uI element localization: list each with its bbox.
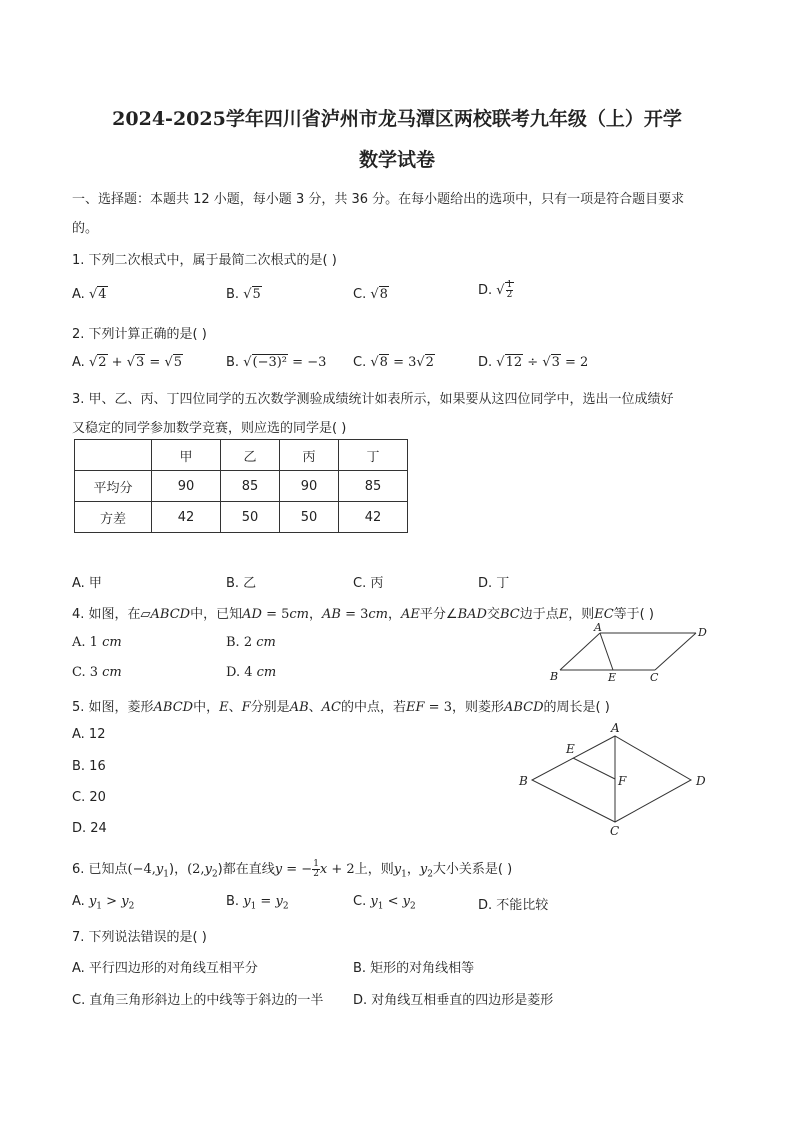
q7-option-b: B. 矩形的对角线相等 (353, 961, 475, 976)
table-cell: 42 (339, 502, 408, 533)
q3-stem-line1: 3. 甲、乙、丙、丁四位同学的五次数学测验成绩统计如表所示，如果要从这四位同学中，选出一位成绩好 (72, 392, 674, 407)
table-cell: 乙 (221, 440, 280, 471)
table-cell: 90 (280, 471, 339, 502)
q4-option-c: C. 3 cm (72, 665, 122, 680)
q1-option-b: B. √5 (226, 287, 261, 302)
table-cell: 甲 (152, 440, 221, 471)
label-b: B (519, 774, 528, 788)
q5-option-c: C. 20 (72, 790, 106, 805)
table-cell: 90 (152, 471, 221, 502)
q5-option-d: D. 24 (72, 821, 107, 836)
q3-score-table (74, 439, 408, 533)
q7-option-c: C. 直角三角形斜边上的中线等于斜边的一半 (72, 993, 324, 1008)
q6-option-a: A. $y_1 > y_2$ (72, 894, 135, 912)
q1-option-c: C. √8 (353, 287, 388, 302)
label-c: C (610, 824, 620, 838)
q4-option-b: B. 2 cm (226, 635, 276, 650)
q2-option-d: D. √12 ÷ √3 = 2 (478, 355, 589, 370)
segment-ef (573, 758, 615, 779)
q5-option-a: A. 12 (72, 727, 106, 742)
table-cell: 42 (152, 502, 221, 533)
q7-option-d: D. 对角线互相垂直的四边形是菱形 (353, 993, 554, 1008)
table-row (75, 471, 408, 502)
q3-option-d: D. 丁 (478, 576, 510, 591)
q1-option-d: D. √ $\frac{1}{2}$ (478, 280, 513, 300)
segment-dc (655, 633, 696, 670)
q3-stem-line2: 又稳定的同学参加数学竞赛，则应选的同学是( ) (72, 421, 347, 436)
table-cell: 平均分 (75, 471, 152, 502)
q1-option-a: A. √4 (72, 287, 107, 302)
label-e: E (566, 742, 575, 756)
q4-option-a: A. 1 cm (72, 635, 122, 650)
q3-option-a: A. 甲 (72, 576, 102, 591)
label-a: A (594, 621, 602, 634)
table-row (75, 502, 408, 533)
rhombus-abcd (532, 736, 691, 822)
label-b: B (550, 670, 559, 683)
label-e: E (608, 671, 617, 684)
q3-option-c: C. 丙 (353, 576, 384, 591)
label-a: A (611, 721, 620, 735)
q6-option-b: B. $y_1 = y_2$ (226, 894, 289, 912)
q5-option-b: B. 16 (72, 759, 106, 774)
q6-stem: 6. 已知点$(-4,y_1)$，$(2,y_2)$都在直线y = − $\frac{1}{2}$ x + 2上，则$y_1$，$y_2$大小关系是( ) (72, 859, 513, 880)
q6-option-c: C. $y_1 < y_2$ (353, 894, 416, 912)
table-cell: 丁 (339, 440, 408, 471)
q7-stem: 7. 下列说法错误的是( ) (72, 930, 207, 945)
q1-stem: 1. 下列二次根式中，属于最简二次根式的是( ) (72, 253, 337, 268)
table-cell: 50 (221, 502, 280, 533)
q7-option-a: A. 平行四边形的对角线互相平分 (72, 961, 258, 976)
page-title-line1: 2024-2025学年四川省泸州市龙马潭区两校联考九年级（上）开学 (112, 108, 682, 130)
table-cell: 丙 (280, 440, 339, 471)
label-f: F (618, 774, 627, 788)
table-cell: 50 (280, 502, 339, 533)
table-cell: 85 (339, 471, 408, 502)
label-c: C (650, 671, 659, 684)
q5-stem: 5. 如图，菱形ABCD中，E、F分别是AB、AC的中点，若EF = 3，则菱形ABCD的周长是( ) (72, 700, 610, 715)
q2-option-c: C. √8 = 3√2 (353, 355, 434, 370)
table-row (75, 440, 408, 471)
q2-stem: 2. 下列计算正确的是( ) (72, 327, 207, 342)
q2-option-a: A. √2 + √3 = √5 (72, 355, 183, 370)
q4-stem: 4. 如图，在▱ABCD中，已知AD = 5cm，AB = 3cm，AE平分∠BAD交BC边于点E，则EC等于( ) (72, 607, 654, 622)
section-header-line1: 一、选择题：本题共 12 小题，每小题 3 分，共 36 分。在每小题给出的选项中，只有一项是符合题目要求 (72, 192, 685, 207)
label-d: D (698, 626, 707, 639)
q5-rhombus-figure (505, 718, 720, 840)
page-title-line2: 数学试卷 (358, 149, 435, 171)
segment-ab (560, 633, 600, 670)
label-d: D (696, 774, 706, 788)
section-header-line2: 的。 (72, 221, 99, 236)
segment-ae (600, 633, 613, 670)
q6-option-d: D. 不能比较 (478, 898, 549, 913)
q4-parallelogram-figure (540, 620, 720, 685)
table-cell: 方差 (75, 502, 152, 533)
q4-option-d: D. 4 cm (226, 665, 277, 680)
table-cell (75, 440, 152, 471)
q3-option-b: B. 乙 (226, 576, 257, 591)
q2-option-b: B. √(−3)² = −3 (226, 355, 327, 370)
table-cell: 85 (221, 471, 280, 502)
